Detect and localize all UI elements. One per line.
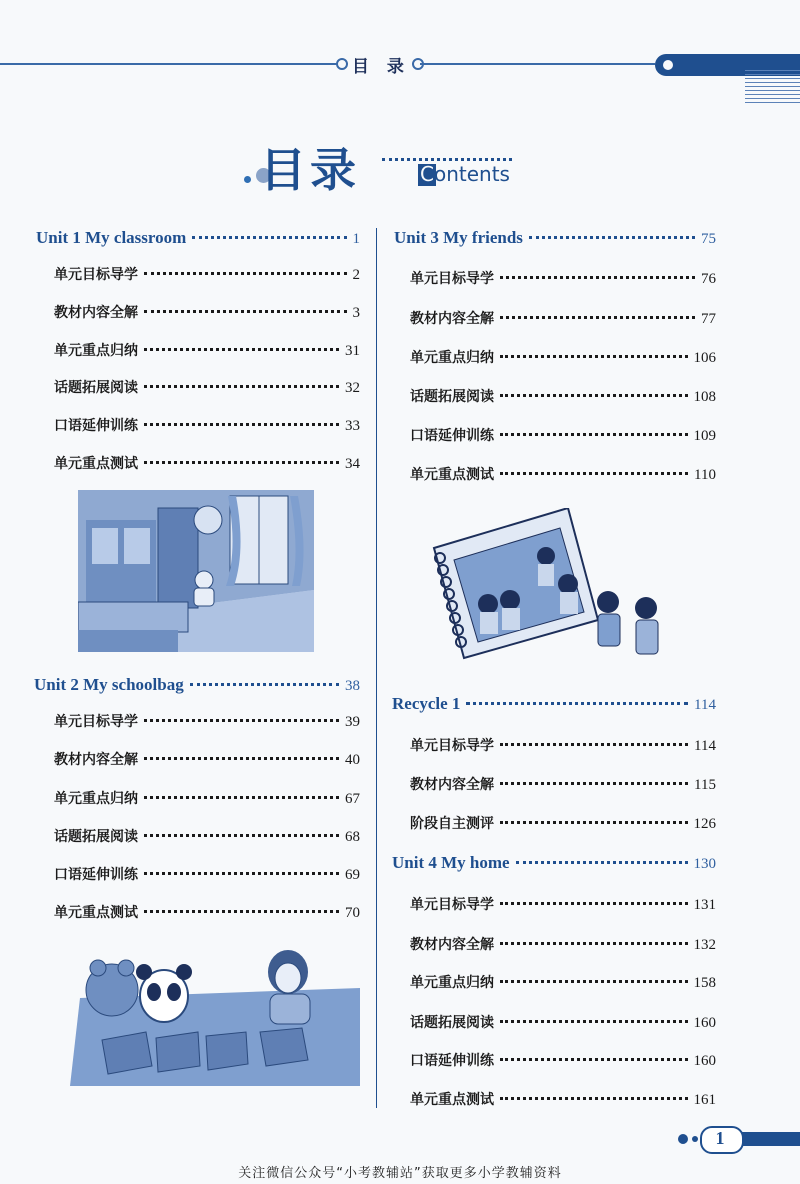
page-number: 1 — [715, 1128, 725, 1148]
toc-entry[interactable]: 话题拓展阅读 68 — [54, 829, 360, 845]
footer-dot-icon — [692, 1136, 698, 1142]
header-rule-right — [420, 63, 655, 65]
toc-recycle-1[interactable]: Recycle 1 114 — [392, 694, 716, 713]
classroom-illustration — [78, 490, 314, 652]
toc-unit-2[interactable]: Unit 2 My schoolbag 38 — [34, 675, 360, 694]
toc-entry[interactable]: 单元重点归纳 67 — [54, 791, 360, 807]
column-divider — [376, 228, 377, 1108]
toc-entry[interactable]: 单元重点归纳 158 — [410, 975, 716, 991]
toc-entry[interactable]: 话题拓展阅读 108 — [410, 389, 716, 405]
toc-entry[interactable]: 教材内容全解 132 — [410, 937, 716, 953]
friends-album-illustration — [428, 508, 678, 668]
toc-entry[interactable]: 单元目标导学 39 — [54, 714, 360, 730]
toc-entry[interactable]: 口语延伸训练 69 — [54, 867, 360, 883]
toc-entry[interactable]: 单元重点归纳 106 — [410, 350, 716, 366]
header-dot-icon — [336, 58, 348, 70]
toc-entry[interactable]: 话题拓展阅读 32 — [54, 380, 360, 396]
footer-bar-decoration — [742, 1132, 800, 1146]
title-chinese: 目录 — [260, 143, 360, 197]
title-dotted-rule — [382, 158, 512, 161]
toc-entry[interactable]: 单元目标导学 131 — [410, 897, 716, 913]
toc-unit-4[interactable]: Unit 4 My home 130 — [392, 853, 716, 872]
title-english: Contents — [420, 162, 510, 186]
toc-entry[interactable]: 教材内容全解 115 — [410, 777, 716, 793]
toc-entry[interactable]: 单元重点测试 110 — [410, 467, 716, 483]
toc-entry[interactable]: 口语延伸训练 160 — [410, 1053, 716, 1069]
toc-entry[interactable]: 单元重点归纳 31 — [54, 343, 360, 359]
toc-entry[interactable]: 单元目标导学 76 — [410, 271, 716, 287]
toc-entry[interactable]: 单元重点测试 70 — [54, 905, 360, 921]
toc-unit-3[interactable]: Unit 3 My friends 75 — [394, 228, 716, 247]
toc-entry[interactable]: 教材内容全解 3 — [54, 305, 360, 321]
desk-illustration — [70, 948, 360, 1086]
toc-entry[interactable]: 单元重点测试 34 — [54, 456, 360, 472]
header-stripes-decoration — [745, 70, 800, 104]
toc-entry[interactable]: 口语延伸训练 109 — [410, 428, 716, 444]
toc-entry[interactable]: 话题拓展阅读 160 — [410, 1015, 716, 1031]
toc-entry[interactable]: 口语延伸训练 33 — [54, 418, 360, 434]
toc-entry[interactable]: 阶段自主测评 126 — [410, 816, 716, 832]
footer-dot-icon — [678, 1134, 688, 1144]
footer-note: 关注微信公众号“小考教辅站”获取更多小学教辅资料 — [238, 1166, 562, 1181]
toc-entry[interactable]: 教材内容全解 77 — [410, 311, 716, 327]
header-title: 目 录 — [352, 57, 410, 77]
toc-entry[interactable]: 单元重点测试 161 — [410, 1092, 716, 1108]
header-rule-left — [0, 63, 340, 65]
toc-unit-1[interactable]: Unit 1 My classroom 1 — [36, 228, 360, 247]
toc-entry[interactable]: 单元目标导学 2 — [54, 267, 360, 283]
title-dot-icon — [244, 176, 251, 183]
toc-entry[interactable]: 教材内容全解 40 — [54, 752, 360, 768]
page-title — [240, 140, 530, 200]
toc-entry[interactable]: 单元目标导学 114 — [410, 738, 716, 754]
